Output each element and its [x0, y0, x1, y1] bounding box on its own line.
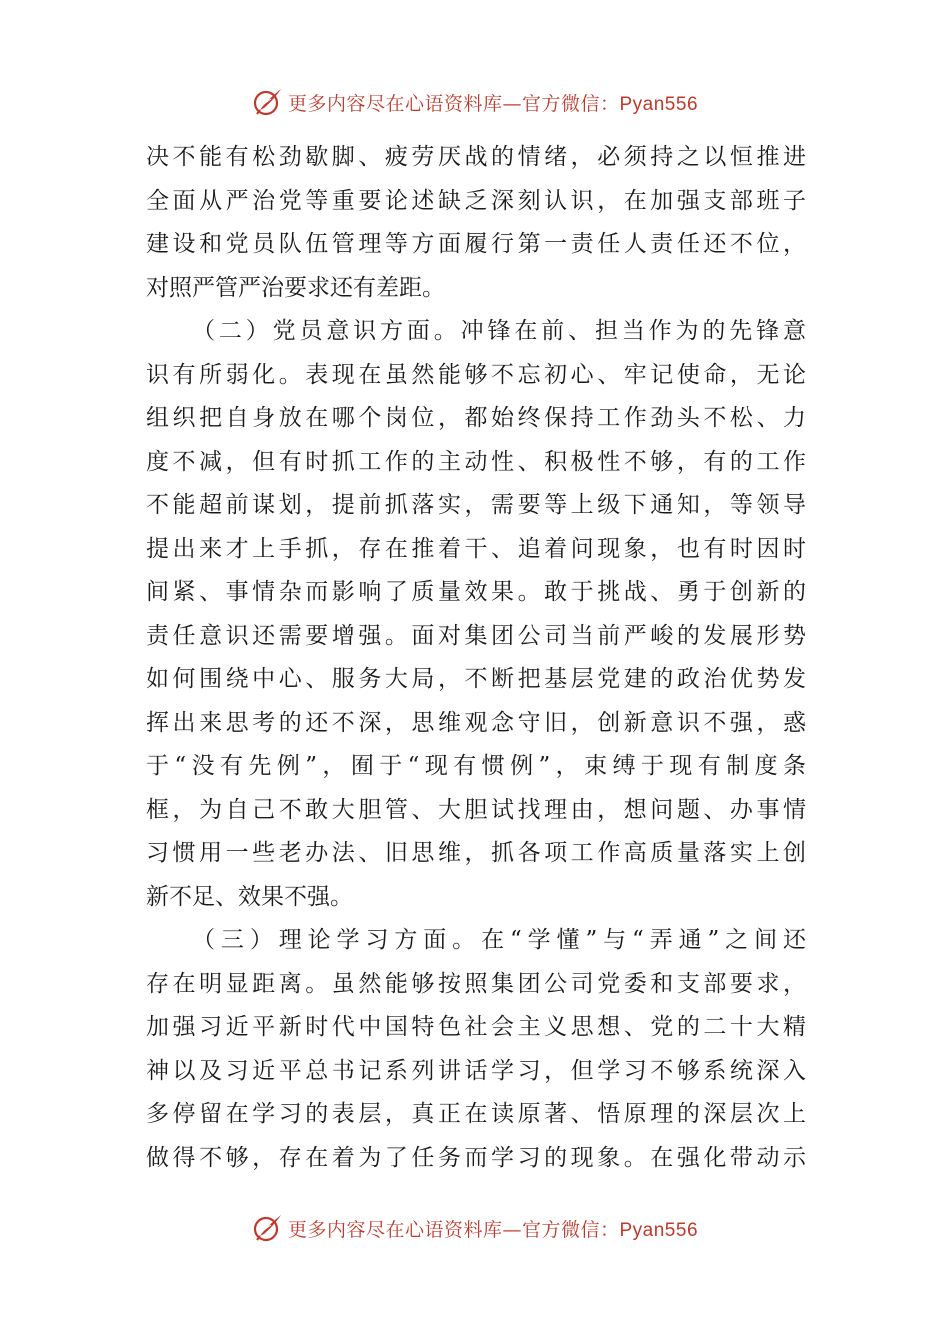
banner-site-name: 更多内容尽在心语资料库	[287, 92, 503, 115]
banner-wechat-id: Pyan556	[619, 93, 699, 115]
body-line: 多停留在学习的表层，真正在读原著、悟原理的深层次上	[146, 1101, 806, 1127]
body-line: 建设和党员队伍管理等方面履行第一责任人责任还不位，	[146, 231, 806, 257]
body-line: 框，为自己不敢大胆管、大胆试找理由，想问题、办事情	[146, 796, 806, 823]
quill-logo-icon	[252, 1212, 284, 1244]
banner-wechat-label: 官方微信：	[521, 1218, 620, 1241]
banner-text	[288, 1215, 698, 1242]
banner-separator: —	[502, 1218, 522, 1241]
document-body	[146, 136, 806, 1180]
body-line: 全面从严治党等重要论述缺乏深刻认识，在加强支部班子	[146, 187, 806, 214]
section-heading-line: （二）党员意识方面。冲锋在前、担当作为的先锋意	[192, 318, 806, 344]
banner-text	[288, 89, 698, 116]
body-line: 度不减，但有时抓工作的主动性、积极性不够，有的工作	[146, 448, 806, 475]
quill-logo-icon	[252, 86, 284, 118]
header-banner	[0, 82, 950, 122]
body-line: 提出来才上手抓，存在推着干、追着问现象，也有时因时	[146, 535, 806, 562]
body-line: 责任意识还需要增强。面对集团公司当前严峻的发展形势	[146, 622, 806, 649]
body-line: 组织把自身放在哪个岗位，都始终保持工作劲头不松、力	[146, 405, 806, 431]
body-line: 神以及习近平总书记系列讲话学习，但学习不够系统深入	[146, 1057, 806, 1084]
footer-banner	[0, 1208, 950, 1248]
banner-wechat-label: 官方微信：	[521, 92, 620, 115]
body-line: 间紧、事情杂而影响了质量效果。敢于挑战、勇于创新的	[146, 579, 806, 605]
body-line: 挥出来思考的还不深，思维观念守旧，创新意识不强，惑	[146, 709, 806, 736]
body-line: 识有所弱化。表现在虽然能够不忘初心、牢记使命，无论	[146, 361, 806, 388]
body-line: 于“没有先例”，囿于“现有惯例”，束缚于现有制度条	[146, 753, 806, 779]
banner-site-name: 更多内容尽在心语资料库	[287, 1218, 503, 1241]
body-line: 习惯用一些老办法、旧思维，抓各项工作高质量落实上创	[146, 840, 806, 866]
body-line: 新不足、效果不强。	[146, 883, 353, 910]
section-heading-line: （三）理论学习方面。在“学懂”与“弄通”之间还	[192, 927, 806, 953]
banner-wechat-id: Pyan556	[619, 1219, 699, 1241]
body-line: 不能超前谋划，提前抓落实，需要等上级下通知，等领导	[146, 492, 806, 518]
banner-separator: —	[502, 92, 522, 115]
body-line: 决不能有松劲歇脚、疲劳厌战的情绪，必须持之以恒推进	[146, 144, 806, 170]
body-line: 存在明显距离。虽然能够按照集团公司党委和支部要求，	[146, 970, 806, 997]
body-line: 加强习近平新时代中国特色社会主义思想、党的二十大精	[146, 1014, 806, 1040]
body-line: 如何围绕中心、服务大局，不断把基层党建的政治优势发	[146, 666, 806, 692]
body-line: 做得不够，存在着为了任务而学习的现象。在强化带动示	[146, 1144, 806, 1171]
body-line: 对照严管严治要求还有差距。	[146, 274, 445, 301]
